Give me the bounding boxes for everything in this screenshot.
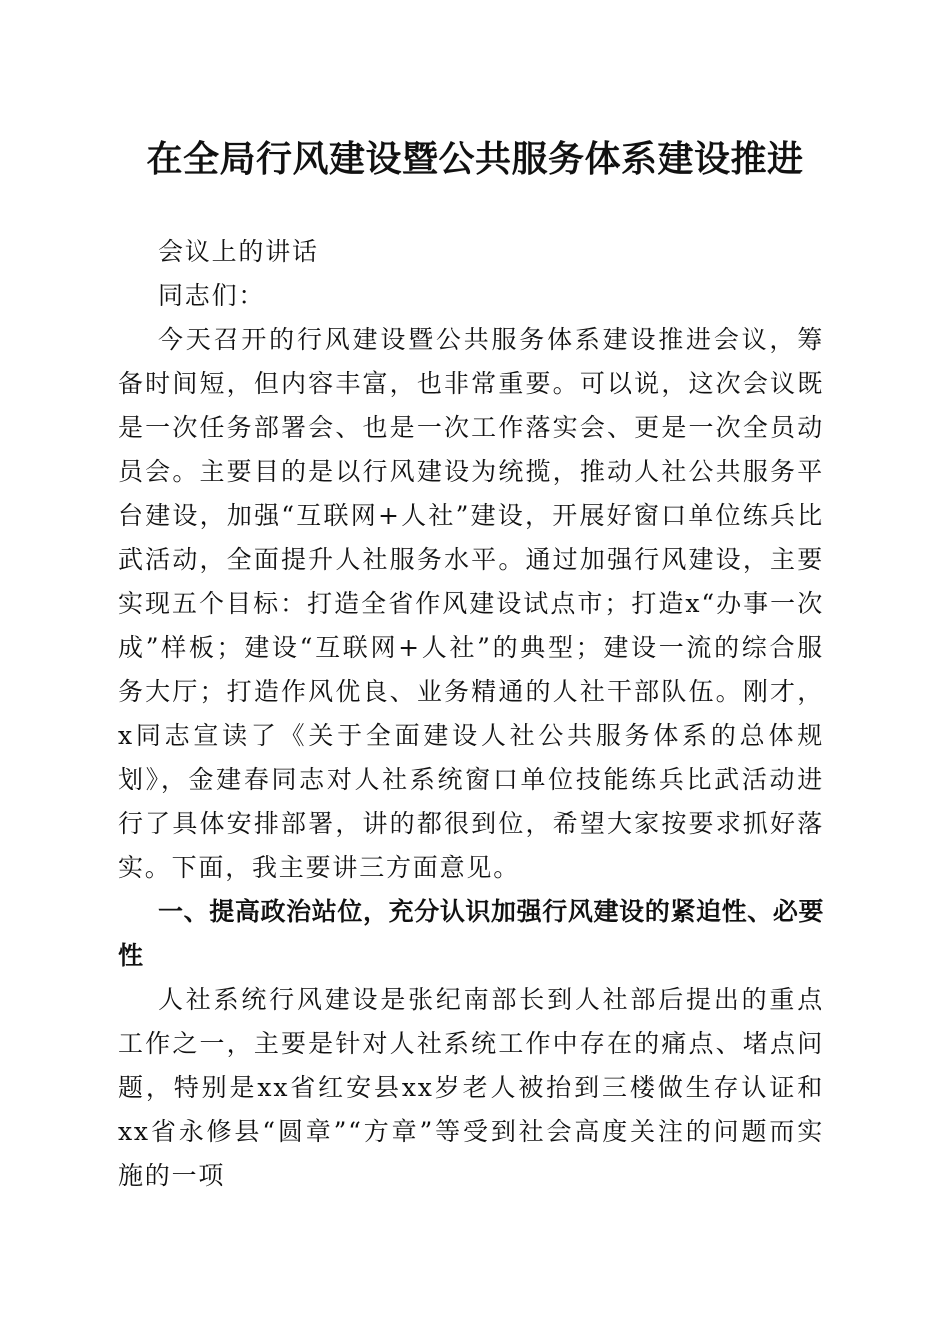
salutation: 同志们： [158, 281, 266, 310]
document-body [118, 230, 824, 1198]
body-paragraph: 今天召开的行风建设暨公共服务体系建设推进会议，筹备时间短，但内容丰富，也非常重要。可以说，这次会议既是一次任务部署会、也是一次工作落实会、更是一次全员动员会。主要目的是以行风建设为统揽，推动人社公共服务平台建设，加强“互联网+人社”建设，开展好窗口单位练兵比武活动，全面提升人社服务水平。通过加强行风建设，主要实现五个目标：打造全省作风建设试点市；打造x“办事一次成”样板；建设“互联网+人社”的典型；建设一流的综合服务大厅；打造作风优良、业务精通的人社干部队伍。刚才，x同志宣读了《关于全面建设人社公共服务体系的总体规划》，金建春同志对人社系统窗口单位技能练兵比武活动进行了具体安排部署，讲的都很到位，希望大家按要求抓好落实。下面，我主要讲三方面意见。 [118, 325, 824, 882]
document-subtitle: 会议上的讲话 [158, 237, 319, 266]
document-title: 在全局行风建设暨公共服务体系建设推进 [146, 139, 804, 180]
section-paragraph: 人社系统行风建设是张纪南部长到人社部后提出的重点工作之一，主要是针对人社系统工作中存在的痛点、堵点问题，特别是xx省红安县xx岁老人被抬到三楼做生存认证和xx省永修县“圆章”“方章”等受到社会高度关注的问题而实施的一项 [118, 985, 824, 1190]
section-heading: 一、提高政治站位，充分认识加强行风建设的紧迫性、必要性 [118, 897, 824, 970]
